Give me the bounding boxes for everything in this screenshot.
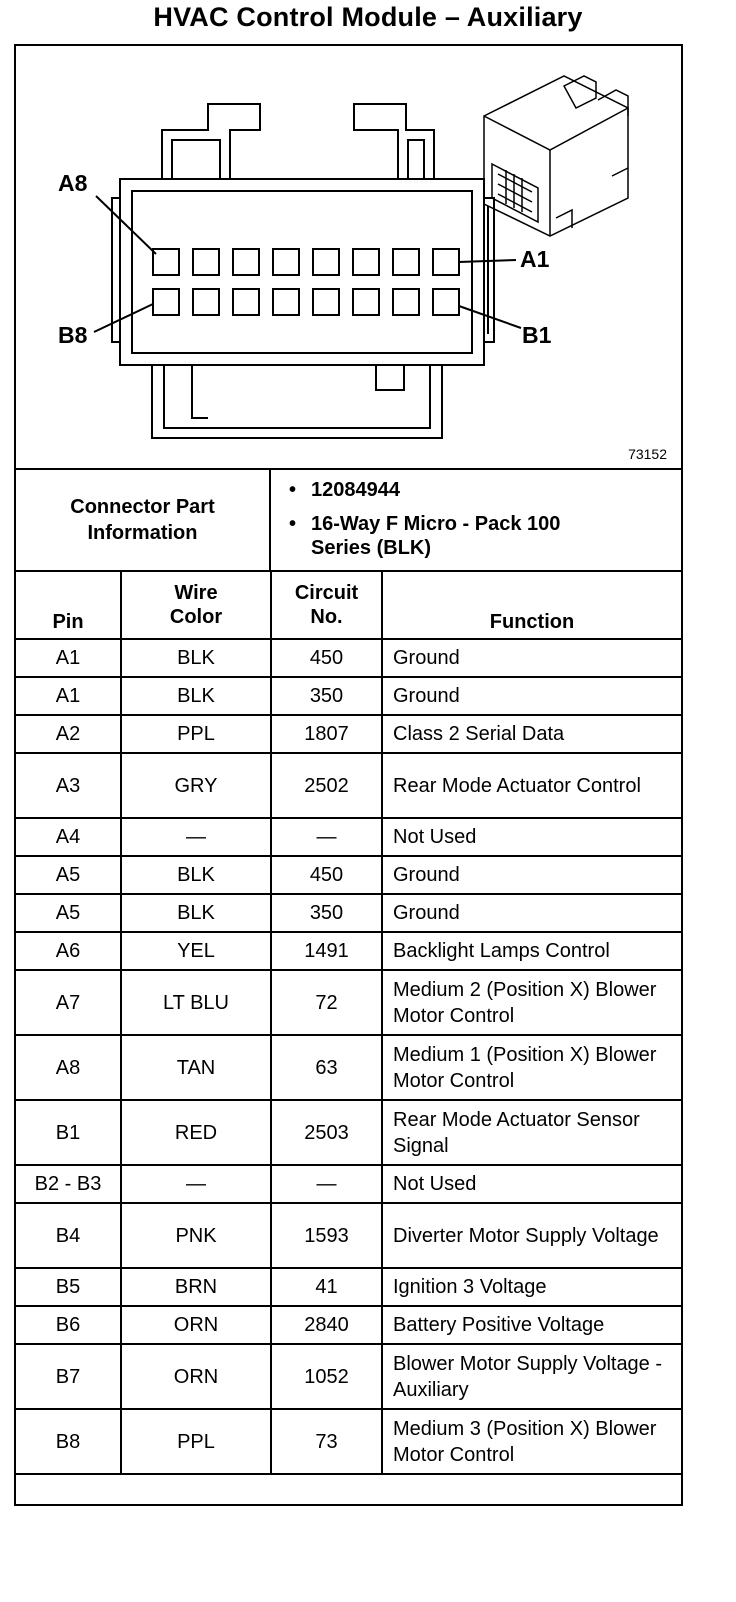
circuit-cell: 2502 [271, 753, 382, 818]
header-circuit: Circuit No. [271, 572, 382, 639]
table-row [16, 1100, 681, 1165]
table-row [16, 1035, 681, 1100]
circuit-cell: 1807 [271, 715, 382, 753]
leader-a8 [96, 196, 156, 254]
function-cell: Battery Positive Voltage [382, 1306, 681, 1344]
function-cell: Ground [382, 677, 681, 715]
wire-color-cell: GRY [121, 753, 271, 818]
wire-color-cell: PPL [121, 1409, 271, 1474]
function-cell: Medium 2 (Position X) Blower Motor Control [382, 970, 681, 1035]
pin-cell: A7 [16, 970, 121, 1035]
table-row [16, 715, 681, 753]
table-row [16, 1306, 681, 1344]
pin-cell: A1 [16, 639, 121, 677]
circuit-cell: 1052 [271, 1344, 382, 1409]
circuit-cell: 450 [271, 639, 382, 677]
wire-color-cell: PNK [121, 1203, 271, 1268]
header-function: Function [382, 572, 681, 639]
leader-b8 [94, 304, 153, 332]
connector-info-label: Connector Part Information [70, 496, 215, 544]
table-row [16, 932, 681, 970]
circuit-cell: — [271, 818, 382, 856]
pin-cell: A5 [16, 856, 121, 894]
label-b8: B8 [58, 322, 88, 348]
function-cell: Ignition 3 Voltage [382, 1268, 681, 1306]
label-a1: A1 [520, 246, 550, 272]
label-b1: B1 [522, 322, 552, 348]
figure-number: 73152 [628, 446, 667, 462]
function-cell: Not Used [382, 818, 681, 856]
table-row [16, 1409, 681, 1474]
wire-color-cell: ORN [121, 1344, 271, 1409]
circuit-cell: 1491 [271, 932, 382, 970]
table-row [16, 1203, 681, 1268]
wire-color-cell: TAN [121, 1035, 271, 1100]
circuit-cell: 450 [271, 856, 382, 894]
circuit-cell: — [271, 1165, 382, 1203]
table-row [16, 1165, 681, 1203]
function-cell: Backlight Lamps Control [382, 932, 681, 970]
circuit-cell: 72 [271, 970, 382, 1035]
wire-color-cell: BLK [121, 856, 271, 894]
function-cell: Medium 1 (Position X) Blower Motor Control [382, 1035, 681, 1100]
wire-color-cell: BRN [121, 1268, 271, 1306]
table-row [16, 970, 681, 1035]
circuit-cell: 350 [271, 894, 382, 932]
connector-info-details [271, 470, 681, 570]
header-pin: Pin [16, 572, 121, 639]
wire-color-cell: — [121, 818, 271, 856]
wire-color-cell: PPL [121, 715, 271, 753]
function-cell: Not Used [382, 1165, 681, 1203]
pin-cell: B1 [16, 1100, 121, 1165]
table-row [16, 1268, 681, 1306]
pin-cell: B5 [16, 1268, 121, 1306]
row-a-cavities [153, 249, 459, 275]
table-row [16, 856, 681, 894]
connector-info-section [16, 468, 681, 572]
right-latch [354, 104, 434, 179]
circuit-cell: 73 [271, 1409, 382, 1474]
pin-cell: B8 [16, 1409, 121, 1474]
table-row [16, 677, 681, 715]
function-cell: Ground [382, 639, 681, 677]
pin-cell: A1 [16, 677, 121, 715]
function-cell: Ground [382, 856, 681, 894]
row-b-cavities [153, 289, 459, 315]
function-cell: Rear Mode Actuator Sensor Signal [382, 1100, 681, 1165]
table-row [16, 818, 681, 856]
table-row [16, 1344, 681, 1409]
pin-cell: A4 [16, 818, 121, 856]
wire-color-cell: RED [121, 1100, 271, 1165]
wire-color-cell: BLK [121, 677, 271, 715]
pin-cell: B6 [16, 1306, 121, 1344]
circuit-cell: 350 [271, 677, 382, 715]
left-latch [162, 104, 260, 179]
wire-color-cell: ORN [121, 1306, 271, 1344]
wire-color-cell: BLK [121, 639, 271, 677]
circuit-cell: 2503 [271, 1100, 382, 1165]
connector-thumbnail [484, 76, 628, 236]
circuit-cell: 2840 [271, 1306, 382, 1344]
connector-info-list [271, 478, 681, 560]
header-wire-color: Wire Color [121, 572, 271, 639]
leader-b1 [459, 306, 521, 328]
function-cell: Blower Motor Supply Voltage - Auxiliary [382, 1344, 681, 1409]
connector-info-label-cell [16, 470, 271, 570]
table-row [16, 894, 681, 932]
connector-face-drawing [16, 46, 681, 468]
table-row [16, 639, 681, 677]
wire-color-cell: YEL [121, 932, 271, 970]
circuit-cell: 41 [271, 1268, 382, 1306]
part-number: • 12084944 [311, 478, 681, 502]
pin-cell: A6 [16, 932, 121, 970]
circuit-cell: 1593 [271, 1203, 382, 1268]
function-cell: Rear Mode Actuator Control [382, 753, 681, 818]
wire-color-cell: BLK [121, 894, 271, 932]
label-a8: A8 [58, 170, 88, 196]
pin-cell: B4 [16, 1203, 121, 1268]
wire-color-cell: LT BLU [121, 970, 271, 1035]
pinout-table [16, 572, 681, 1475]
function-cell: Diverter Motor Supply Voltage [382, 1203, 681, 1268]
table-row [16, 753, 681, 818]
circuit-cell: 63 [271, 1035, 382, 1100]
pin-cell: B2 - B3 [16, 1165, 121, 1203]
function-cell: Medium 3 (Position X) Blower Motor Control [382, 1409, 681, 1474]
wire-color-cell: — [121, 1165, 271, 1203]
function-cell: Class 2 Serial Data [382, 715, 681, 753]
connector-description: • 16-Way F Micro - Pack 100 Series (BLK) [311, 512, 611, 560]
page-title: HVAC Control Module – Auxiliary [153, 2, 583, 32]
pin-cell: B7 [16, 1344, 121, 1409]
function-cell: Ground [382, 894, 681, 932]
pin-cell: A8 [16, 1035, 121, 1100]
pin-cell: A5 [16, 894, 121, 932]
pin-cell: A2 [16, 715, 121, 753]
connector-diagram [16, 46, 681, 468]
leader-a1 [459, 260, 516, 262]
pin-cell: A3 [16, 753, 121, 818]
